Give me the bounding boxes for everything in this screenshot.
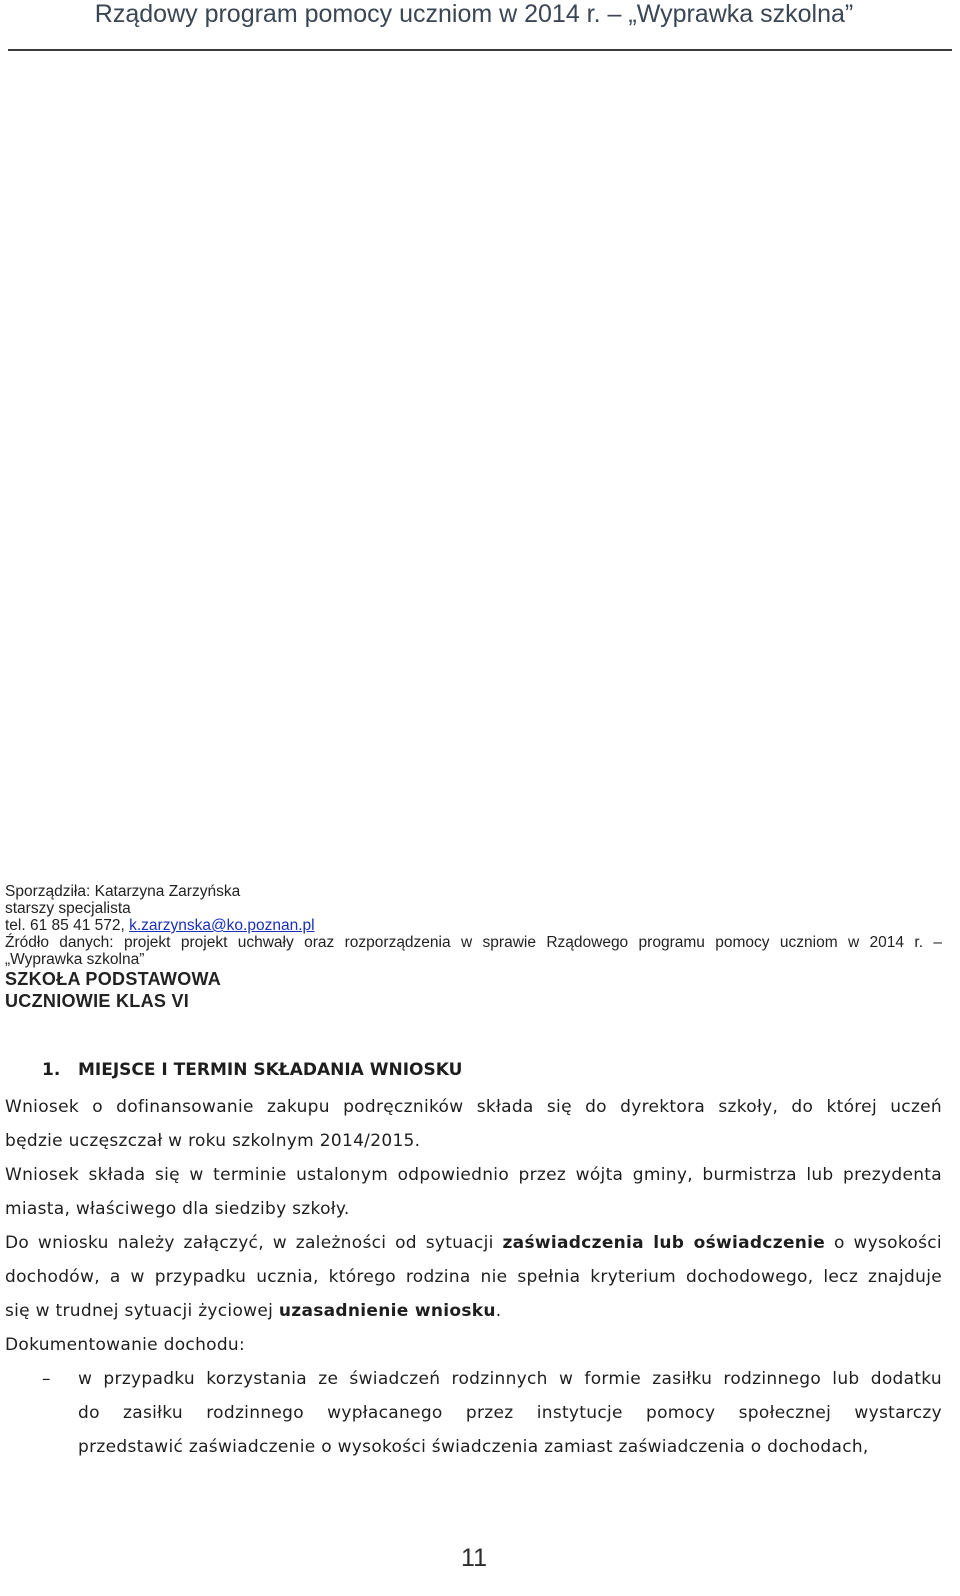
position-line: starszy specjalista [5,900,131,917]
section-title: MIEJSCE I TERMIN SKŁADANIA WNIOSKU [78,1060,463,1080]
paragraph-line: będzie uczęszczał w roku szkolnym 2014/2015. [5,1131,421,1151]
emphasis-text: zaświadczenia lub oświadczenie [502,1233,826,1253]
line-text: się w trudnej sytuacji życiowej [5,1301,274,1321]
section-number: 1. [42,1060,61,1080]
source-line: „Wyprawka szkolna” [5,951,145,968]
list-item-text [78,1362,942,1464]
header-rule [8,49,952,51]
list-line: do zasiłku rodzinnego wypłacanego przez instytucje pomocy społecznej wystarczy [78,1403,942,1423]
list-item [5,1362,942,1464]
page-number: 11 [461,1544,487,1572]
paragraph-line [5,1294,942,1328]
section-heading [0,1053,960,1087]
paragraph-line: Wniosek składa się w terminie ustalonym odpowiednio przez wójta gminy, burmistrza lub prezydenta [5,1165,942,1185]
running-header: Rządowy program pomocy uczniom w 2014 r. – „Wyprawka szkolna” [94,0,854,28]
list-marker: – [42,1369,51,1389]
credits-block [5,883,942,968]
line-text: Do wniosku należy załączyć, w zależności od sytuacji [5,1233,494,1253]
paragraph-line: Wniosek o dofinansowanie zakupu podręczników składa się do dyrektora szkoły, do której uczeń [5,1097,942,1117]
list-line: przedstawić zaświadczenie o wysokości świadczenia zamiast zaświadczenia o dochodach, [78,1437,869,1457]
source-line: Źródło danych: projekt projekt uchwały oraz rozporządzenia w sprawie Rządowego programu pomocy uczniom w 2014 r. – [5,934,942,951]
paragraph-line: dochodów, a w przypadku ucznia, którego rodzina nie spełnia kryterium dochodowego, lecz znajduje [5,1267,942,1287]
line-text: . [495,1301,502,1321]
paragraph [5,1328,942,1362]
paragraph-line: miasta, właściwego dla siedziby szkoły. [5,1199,350,1219]
school-type: SZKOŁA PODSTAWOWA [5,969,222,989]
paragraph [5,1226,942,1328]
phone-text: tel. 61 85 41 572, [5,917,125,934]
audience-block [5,968,221,1012]
emphasis-text: uzasadnienie wniosku [278,1301,496,1321]
line-text: o wysokości [833,1233,942,1253]
paragraph-line: Dokumentowanie dochodu: [5,1335,246,1355]
list-line: w przypadku korzystania ze świadczeń rodzinnych w formie zasiłku rodzinnego lub dodatku [78,1369,942,1389]
paragraph [5,1158,942,1226]
paragraph-line [5,1226,942,1260]
student-group: UCZNIOWIE KLAS VI [5,991,190,1011]
contact-line [5,917,942,934]
section-body [5,1090,942,1464]
author-line: Sporządziła: Katarzyna Zarzyńska [5,883,241,900]
paragraph [5,1090,942,1158]
email-link[interactable]: k.zarzynska@ko.poznan.pl [129,917,315,934]
